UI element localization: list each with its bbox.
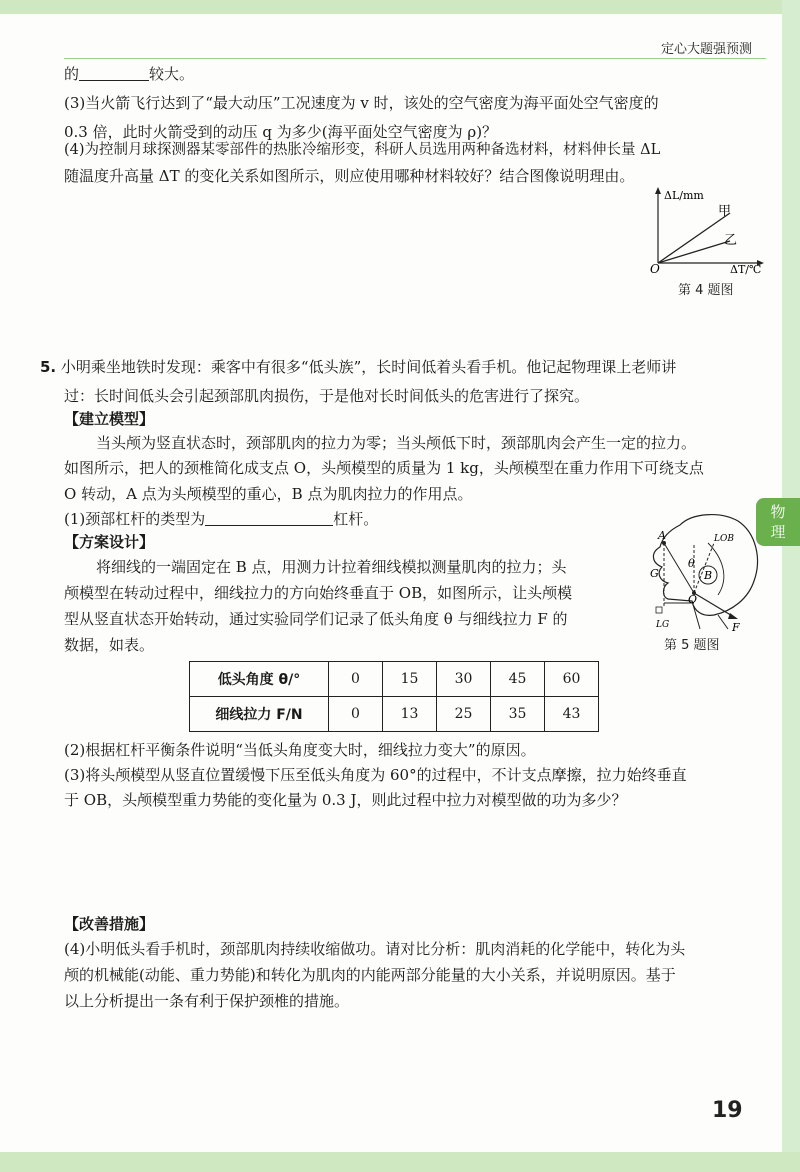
q4-p4-line2: 随温度升高量 ΔT 的变化关系如图所示，则应使用哪种材料较好？结合图像说明理由。 [64, 167, 635, 185]
q4-line0 [64, 60, 194, 89]
data-table [189, 661, 599, 732]
q5-p1-post: 杠杆。 [333, 510, 379, 528]
q5-intro-line2: 过：长时间低头会引起颈部肌肉损伤，于是他对长时间低头的危害进行了探究。 [64, 387, 590, 405]
q5-intro-line1 [40, 353, 676, 382]
fig5-label-O: O [688, 593, 698, 606]
header-divider [64, 58, 766, 59]
subject-tab-char1: 物 [770, 503, 786, 521]
top-border [0, 0, 800, 14]
fig5-label-LOB: LOB [714, 534, 734, 544]
fig5-label-B: B [704, 569, 713, 582]
fig4-y-label: ΔL/mm [664, 189, 704, 202]
header-title: 定心大题强预测 [660, 42, 752, 57]
fig5-label-LG: LG [656, 620, 670, 630]
section-build-model: 【建立模型】 [64, 410, 155, 428]
q5-model-line3: O 转动，A 点为头颅模型的重心，B 点为肌肉拉力的作用点。 [64, 485, 473, 503]
q5-design-line2: 颅模型在转动过程中，细线拉力的方向始终垂直于 OB，如图所示，让头颅模 [64, 584, 573, 602]
table-cell: 30 [437, 662, 491, 697]
fig5-label-G: G [650, 567, 659, 580]
q4-line0-post: 较大。 [149, 65, 195, 83]
q5-design-line4: 数据，如表。 [64, 636, 155, 654]
q5-p1-pre: (1)颈部杠杆的类型为 [64, 510, 206, 528]
bottom-border [0, 1152, 800, 1172]
fig4-x-label: ΔT/℃ [730, 263, 762, 275]
lever-LOB [694, 543, 714, 593]
q5-design-line1: 将细线的一端固定在 B 点，用测力计拉着细线模拟测量肌肉的拉力；头 [96, 558, 567, 576]
answer-blank[interactable] [205, 525, 333, 526]
subject-tab-char2: 理 [770, 523, 786, 541]
table-cell: 45 [491, 662, 545, 697]
table-cell: 60 [545, 662, 599, 697]
table-cell: 0 [329, 697, 383, 732]
q5-p4-line1: (4)小明低头看手机时，颈部肌肉持续收缩做功。请对比分析：肌肉消耗的化学能中，转化为头 [64, 940, 686, 958]
q5-intro-line1-text: 小明乘坐地铁时发现：乘客中有很多“低头族”，长时间低着头看手机。他记起物理课上老师讲 [60, 358, 677, 376]
figure4-caption: 第 4 题图 [678, 283, 734, 298]
q5-p2: (2)根据杠杆平衡条件说明“当低头角度变大时，细线拉力变大”的原因。 [64, 741, 536, 759]
section-plan-design: 【方案设计】 [64, 533, 155, 551]
table-cell: 15 [383, 662, 437, 697]
table-cell: 25 [437, 697, 491, 732]
fig4-label-jia: 甲 [718, 204, 732, 219]
figure4-graph [640, 185, 770, 275]
q5-p3-line2: 于 OB，头颅模型重力势能的变化量为 0.3 J，则此过程中拉力对模型做的功为多少？ [64, 791, 627, 809]
q5-p3-line1: (3)将头颅模型从竖直位置缓慢下压至低头角度为 60°的过程中，不计支点摩擦，拉力始终垂直 [64, 766, 687, 784]
table-row [190, 662, 599, 697]
table-cell: 13 [383, 697, 437, 732]
table-cell: 0 [329, 662, 383, 697]
fig5-label-F: F [732, 621, 740, 632]
figure5-head-model [622, 507, 772, 632]
right-border [782, 0, 800, 1172]
q4-p4-line1: (4)为控制月球探测器某零部件的热胀冷缩形变，科研人员选用两种备选材料，材料伸长量 ΔL [64, 142, 661, 158]
line-yi [658, 241, 730, 263]
figure5-caption: 第 5 题图 [664, 638, 720, 653]
table-row [190, 697, 599, 732]
fig4-origin: O [650, 262, 660, 275]
page-number: 19 [712, 1098, 743, 1123]
table-cell: 43 [545, 697, 599, 732]
q4-p3-line2: 0.3 倍，此时火箭受到的动压 q 为多少(海平面处空气密度为 ρ)？ [64, 123, 498, 141]
line-jia [658, 213, 730, 263]
table-row-header: 低头角度 θ/° [190, 662, 329, 697]
q5-design-line3: 型从竖直状态开始转动，通过实验同学们记录了低头角度 θ 与细线拉力 F 的 [64, 610, 568, 628]
table-cell: 35 [491, 697, 545, 732]
q5-p4-line3: 以上分析提出一条有利于保护颈椎的措施。 [64, 992, 350, 1010]
q4-p3-line1: (3)当火箭飞行达到了“最大动压”工况速度为 v 时，该处的空气密度为海平面处空气密度的 [64, 94, 659, 112]
fig4-label-yi: 乙 [724, 233, 738, 248]
answer-blank[interactable] [79, 80, 149, 81]
q5-model-line1: 当头颅为竖直状态时，颈部肌肉的拉力为零；当头颅低下时，颈部肌肉会产生一定的拉力。 [96, 434, 697, 452]
fig5-label-A: A [658, 529, 666, 542]
q5-p4-line2: 颅的机械能(动能、重力势能)和转化为肌肉的内能两部分能量的大小关系，并说明原因。基于 [64, 966, 676, 984]
q4-line0-pre: 的 [64, 65, 80, 83]
section-improvement: 【改善措施】 [64, 915, 155, 933]
fig5-label-theta: θ [688, 557, 695, 570]
table-row-header: 细线拉力 F/N [190, 697, 329, 732]
q5-model-line2: 如图所示，把人的颈椎简化成支点 O，头颅模型的质量为 1 kg，头颅模型在重力作用下可绕支点 [64, 459, 704, 477]
q5-number: 5. [40, 358, 57, 376]
